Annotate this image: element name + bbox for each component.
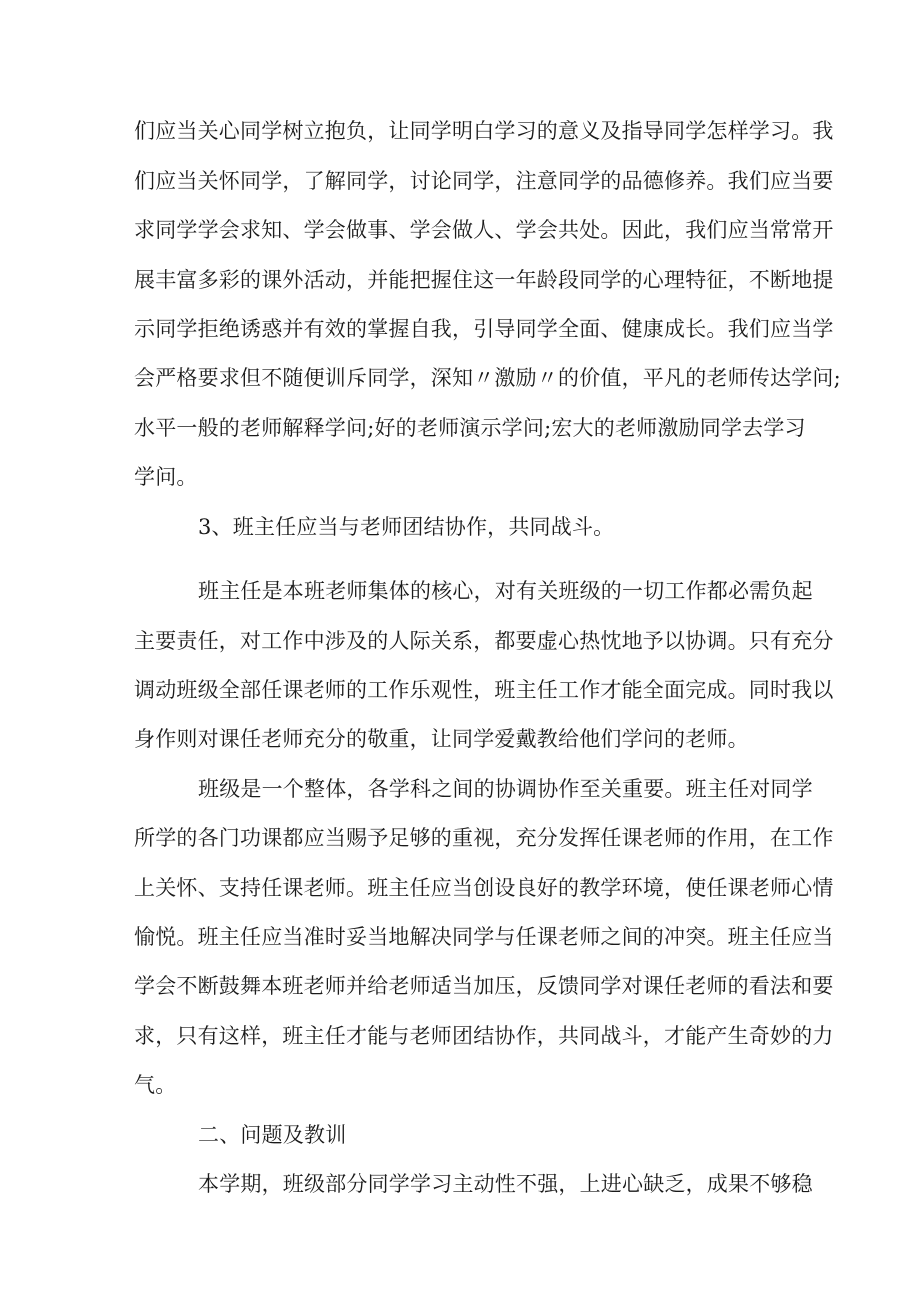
paragraph-line: 示同学拒绝诱惑并有效的掌握自我，引导同学全面、健康成长。我们应当学 <box>134 317 834 341</box>
paragraph-line: 们应当关怀同学，了解同学，讨论同学，注意同学的品德修养。我们应当要 <box>134 169 834 193</box>
paragraph-line: 们应当关心同学树立抱负，让同学明白学习的意义及指导同学怎样学习。我 <box>134 119 834 143</box>
section-heading: 3、班主任应当与老师团结协作，共同战斗。 <box>198 515 615 539</box>
paragraph-line: 愉悦。班主任应当准时妥当地解决同学与任课老师之间的冲突。班主任应当 <box>134 925 834 949</box>
paragraph-line: 会严格要求但不随便训斥同学，深知〃激励〃的价值，平凡的老师传达学问; <box>134 366 841 390</box>
paragraph-line: 本学期，班级部分同学学习主动性不强，上进心缺乏，成果不够稳 <box>198 1172 813 1196</box>
paragraph-line: 求，只有这样，班主任才能与老师团结协作，共同战斗，才能产生奇妙的力 <box>134 1024 834 1048</box>
paragraph-line: 班主任是本班老师集体的核心，对有关班级的一切工作都必需负起 <box>198 579 813 603</box>
paragraph-line: 所学的各门功课都应当赐予足够的重视，充分发挥任课老师的作用，在工作 <box>134 826 834 850</box>
paragraph-line: 水平一般的老师解释学问;好的老师演示学问;宏大的老师激励同学去学习 <box>134 416 806 440</box>
paragraph-line: 身作则对课任老师充分的敬重，让同学爱戴教给他们学问的老师。 <box>134 727 749 751</box>
paragraph-line: 学问。 <box>134 465 198 489</box>
paragraph-line: 主要责任，对工作中涉及的人际关系，都要虚心热忱地予以协调。只有充分 <box>134 629 834 653</box>
paragraph-line: 求同学学会求知、学会做事、学会做人、学会共处。因此，我们应当常常开 <box>134 218 834 242</box>
paragraph-line: 班级是一个整体，各学科之间的协调协作至关重要。班主任对同学 <box>198 777 813 801</box>
paragraph-line: 上关怀、支持任课老师。班主任应当创设良好的教学环境，使任课老师心情 <box>134 876 834 900</box>
paragraph-line: 调动班级全部任课老师的工作乐观性，班主任工作才能全面完成。同时我以 <box>134 678 834 702</box>
paragraph-line: 气。 <box>134 1073 177 1097</box>
paragraph-line: 展丰富多彩的课外活动，并能把握住这一年龄段同学的心理特征，不断地提 <box>134 268 834 292</box>
paragraph-line: 学会不断鼓舞本班老师并给老师适当加压，反馈同学对课任老师的看法和要 <box>134 974 834 998</box>
section-heading: 二、问题及教训 <box>198 1123 347 1147</box>
